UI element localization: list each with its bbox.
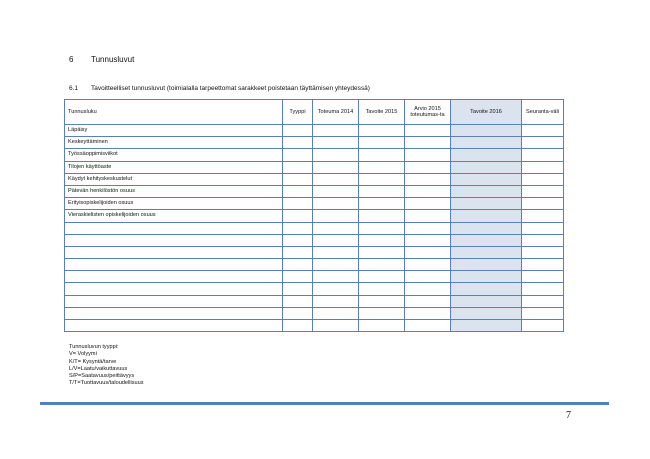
table-cell[interactable] — [359, 149, 405, 161]
table-row — [65, 271, 564, 283]
table-cell[interactable] — [405, 283, 451, 295]
table-cell[interactable] — [359, 198, 405, 210]
table-row — [65, 295, 564, 307]
table-row — [65, 246, 564, 258]
kpi-name-cell: Käydyt kehityskeskustelut — [65, 173, 283, 185]
table-cell[interactable] — [405, 295, 451, 307]
table-cell[interactable] — [313, 173, 359, 185]
table-row — [65, 161, 564, 173]
table-cell[interactable] — [313, 185, 359, 197]
table-cell[interactable] — [522, 246, 564, 258]
table-cell[interactable] — [359, 320, 405, 332]
table-cell[interactable] — [313, 161, 359, 173]
table-cell[interactable] — [522, 295, 564, 307]
table-cell[interactable] — [451, 125, 522, 137]
table-cell[interactable] — [283, 259, 313, 271]
table-cell[interactable] — [359, 185, 405, 197]
type-legend — [69, 344, 144, 388]
kpi-name-cell: Keskeyttäminen — [65, 137, 283, 149]
table-cell[interactable] — [451, 161, 522, 173]
table-row — [65, 185, 564, 197]
section-title: Tunnusluvut — [91, 55, 135, 64]
table-cell[interactable] — [451, 198, 522, 210]
table-cell[interactable] — [283, 271, 313, 283]
page-number: 7 — [566, 410, 571, 421]
table-cell[interactable] — [359, 246, 405, 258]
table-cell[interactable] — [313, 283, 359, 295]
table-cell[interactable] — [522, 185, 564, 197]
table-cell[interactable] — [283, 307, 313, 319]
table-cell[interactable] — [313, 271, 359, 283]
legend-item: T/T=Tuottavuus/taloudellisuus — [69, 380, 144, 387]
table-cell[interactable] — [313, 259, 359, 271]
table-cell[interactable] — [451, 271, 522, 283]
table-row — [65, 222, 564, 234]
table-row — [65, 137, 564, 149]
legend-item: V= Volyymi — [69, 351, 97, 358]
table-cell[interactable] — [359, 259, 405, 271]
legend-item: K/T= Kysyntä/tarve — [69, 358, 117, 365]
table-cell[interactable] — [451, 283, 522, 295]
table-cell[interactable] — [522, 125, 564, 137]
table-cell[interactable] — [405, 271, 451, 283]
kpi-name-cell: Työssäoppimisviikot — [65, 149, 283, 161]
table-row — [65, 234, 564, 246]
table-cell[interactable] — [522, 161, 564, 173]
header-tyyppi: Tyyppi — [283, 100, 313, 125]
table-cell[interactable] — [451, 137, 522, 149]
kpi-name-cell — [65, 259, 283, 271]
table-header-row — [65, 100, 564, 125]
header-seurantavali: Seuranta-väli — [522, 100, 564, 125]
table-cell[interactable] — [359, 307, 405, 319]
kpi-name-cell: Erityisopiskelijoiden osuus — [65, 198, 283, 210]
kpi-table — [64, 99, 564, 332]
table-cell[interactable] — [522, 307, 564, 319]
table-cell[interactable] — [313, 234, 359, 246]
table-cell[interactable] — [359, 161, 405, 173]
kpi-name-cell — [65, 320, 283, 332]
table-cell[interactable] — [359, 173, 405, 185]
table-cell[interactable] — [451, 307, 522, 319]
table-cell[interactable] — [405, 198, 451, 210]
table-cell[interactable] — [522, 271, 564, 283]
table-cell[interactable] — [451, 222, 522, 234]
table-cell[interactable] — [283, 161, 313, 173]
table-cell[interactable] — [313, 125, 359, 137]
table-cell[interactable] — [405, 246, 451, 258]
table-row — [65, 210, 564, 222]
header-tavoite-2015: Tavoite 2015 — [359, 100, 405, 125]
table-cell[interactable] — [313, 149, 359, 161]
table-cell[interactable] — [405, 307, 451, 319]
table-cell[interactable] — [522, 234, 564, 246]
table-cell[interactable] — [313, 198, 359, 210]
table-cell[interactable] — [313, 137, 359, 149]
table-cell[interactable] — [359, 137, 405, 149]
table-cell[interactable] — [405, 222, 451, 234]
table-cell[interactable] — [359, 234, 405, 246]
table-cell[interactable] — [313, 295, 359, 307]
table-row — [65, 198, 564, 210]
table-cell[interactable] — [283, 320, 313, 332]
table-cell[interactable] — [283, 246, 313, 258]
table-row — [65, 149, 564, 161]
footer-rule — [40, 402, 609, 405]
table-row — [65, 125, 564, 137]
table-cell[interactable] — [451, 320, 522, 332]
table-cell[interactable] — [522, 173, 564, 185]
table-cell[interactable] — [522, 283, 564, 295]
table-cell[interactable] — [451, 259, 522, 271]
table-cell[interactable] — [451, 210, 522, 222]
table-cell[interactable] — [522, 137, 564, 149]
kpi-name-cell — [65, 222, 283, 234]
table-cell[interactable] — [283, 173, 313, 185]
table-cell[interactable] — [283, 137, 313, 149]
table-cell[interactable] — [313, 222, 359, 234]
kpi-name-cell — [65, 271, 283, 283]
subsection-number: 6.1 — [69, 85, 79, 92]
table-row — [65, 259, 564, 271]
kpi-name-cell: Tilojen käyttöaste — [65, 161, 283, 173]
table-cell[interactable] — [283, 295, 313, 307]
table-cell[interactable] — [359, 222, 405, 234]
table-cell[interactable] — [405, 185, 451, 197]
table-cell[interactable] — [359, 295, 405, 307]
table-cell[interactable] — [283, 234, 313, 246]
table-cell[interactable] — [522, 210, 564, 222]
table-cell[interactable] — [405, 234, 451, 246]
table-cell[interactable] — [283, 198, 313, 210]
table-row — [65, 173, 564, 185]
kpi-name-cell — [65, 283, 283, 295]
table-cell[interactable] — [522, 149, 564, 161]
table-cell[interactable] — [405, 125, 451, 137]
header-arvio-2015: Arvio 2015 toteutumas-ta — [405, 100, 451, 125]
table-row — [65, 307, 564, 319]
table-cell[interactable] — [359, 125, 405, 137]
table-cell[interactable] — [405, 320, 451, 332]
legend-item: L/V=Laatu/vaikuttavuus — [69, 365, 128, 372]
table-cell[interactable] — [451, 234, 522, 246]
table-cell[interactable] — [522, 320, 564, 332]
table-cell[interactable] — [522, 259, 564, 271]
table-cell[interactable] — [283, 210, 313, 222]
table-cell[interactable] — [313, 320, 359, 332]
header-toteuma-2014: Toteuma 2014 — [313, 100, 359, 125]
kpi-name-cell — [65, 307, 283, 319]
table-cell[interactable] — [359, 210, 405, 222]
table-cell[interactable] — [405, 259, 451, 271]
table-cell[interactable] — [283, 125, 313, 137]
table-row — [65, 283, 564, 295]
kpi-name-cell: Vieraskielisten opiskelijoiden osuus — [65, 210, 283, 222]
legend-title: Tunnusluvun tyyppi: — [69, 344, 119, 350]
table-cell[interactable] — [451, 149, 522, 161]
table-cell[interactable] — [451, 185, 522, 197]
table-row — [65, 320, 564, 332]
header-tunnusluku: Tunnusluku — [65, 100, 283, 125]
table-body — [65, 125, 564, 332]
kpi-name-cell — [65, 295, 283, 307]
table-cell[interactable] — [405, 149, 451, 161]
table-cell[interactable] — [283, 149, 313, 161]
table-cell[interactable] — [283, 222, 313, 234]
table-cell[interactable] — [451, 173, 522, 185]
table-cell[interactable] — [405, 161, 451, 173]
header-tavoite-2016: Tavoite 2016 — [451, 100, 522, 125]
table-cell[interactable] — [522, 198, 564, 210]
table-cell[interactable] — [283, 185, 313, 197]
subsection-title: Tavoitteelliset tunnusluvut (toimialalla tarpeettomat sarakkeet poistetaan täyttämisen yhteydessä) — [91, 85, 370, 92]
table-cell[interactable] — [313, 210, 359, 222]
table-cell[interactable] — [405, 210, 451, 222]
kpi-name-cell — [65, 246, 283, 258]
table-cell[interactable] — [522, 222, 564, 234]
kpi-name-cell: Läpäisy — [65, 125, 283, 137]
table-cell[interactable] — [405, 137, 451, 149]
table-cell[interactable] — [405, 173, 451, 185]
section-number: 6 — [69, 55, 74, 64]
table-cell[interactable] — [359, 283, 405, 295]
table-cell[interactable] — [451, 246, 522, 258]
table-cell[interactable] — [313, 246, 359, 258]
kpi-name-cell: Pätevän henkilöstön osuus — [65, 185, 283, 197]
table-cell[interactable] — [313, 307, 359, 319]
table-cell[interactable] — [283, 283, 313, 295]
table-cell[interactable] — [451, 295, 522, 307]
kpi-name-cell — [65, 234, 283, 246]
legend-item: S/P=Saatavuus/peittävyys — [69, 373, 135, 380]
table-cell[interactable] — [359, 271, 405, 283]
